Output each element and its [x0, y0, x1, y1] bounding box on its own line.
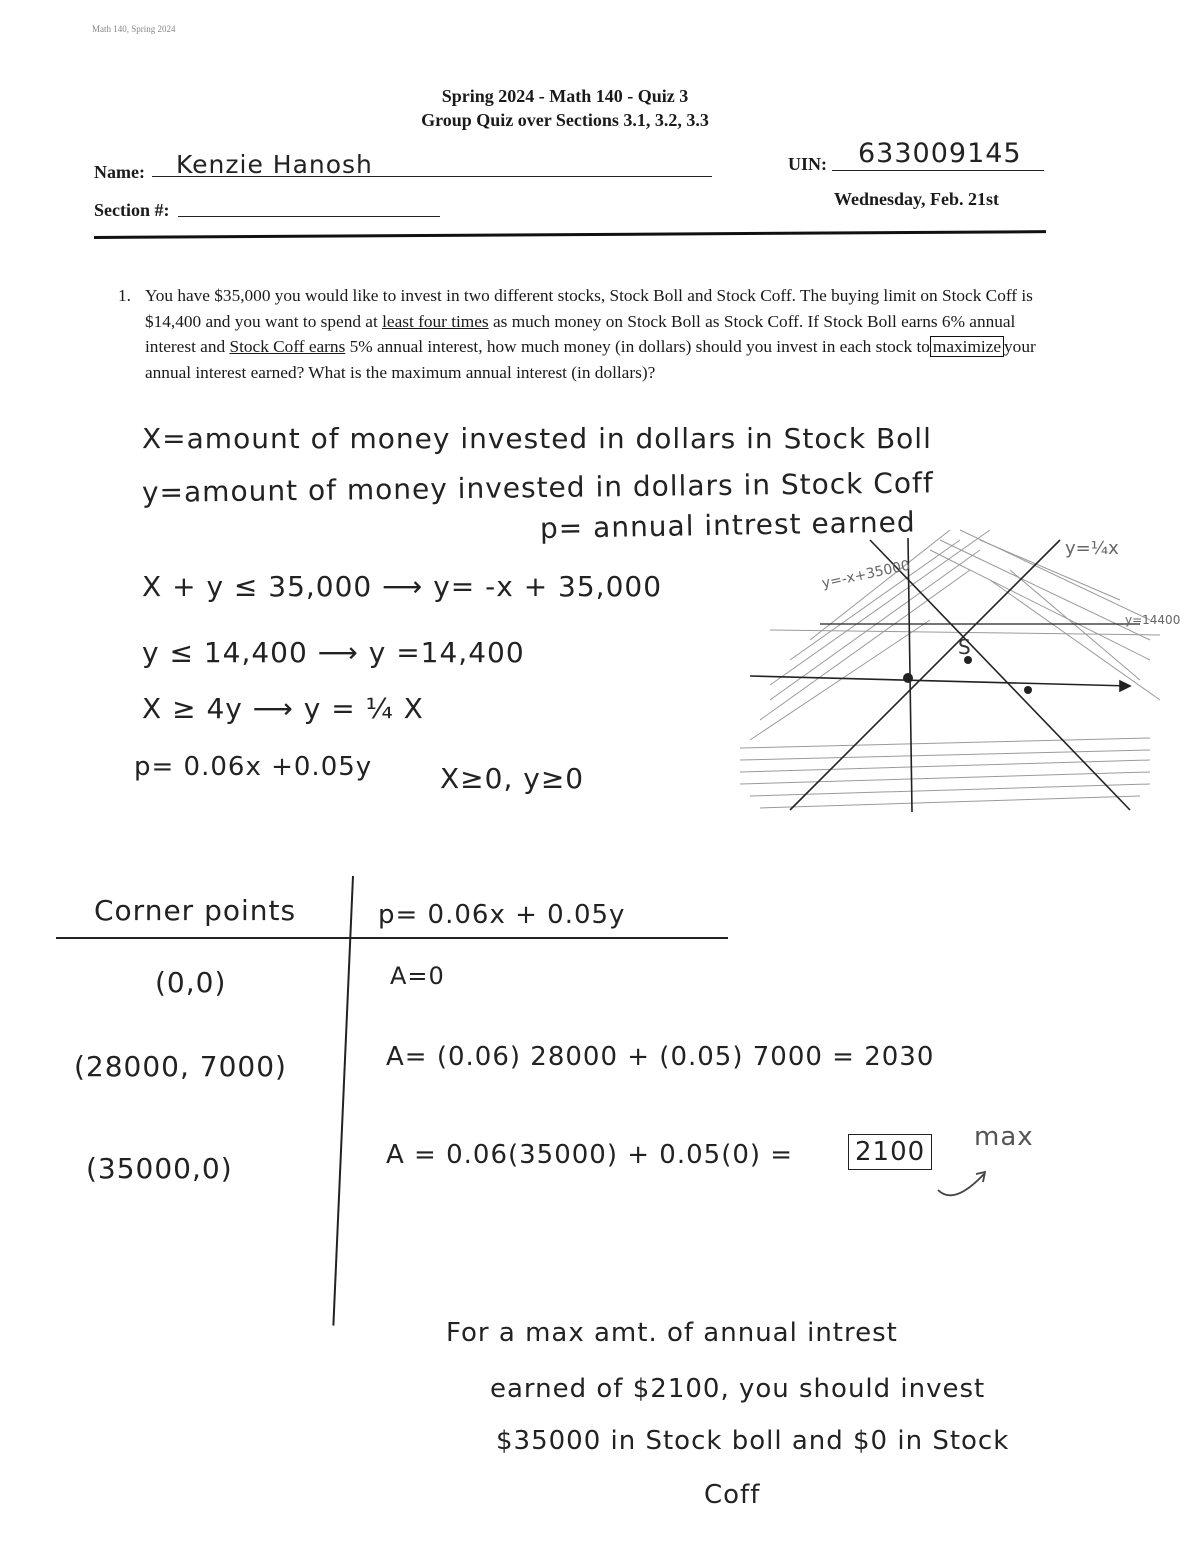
corner-origin: [903, 673, 913, 683]
variable-y-definition: y=amount of money invested in dollars in Stock Coff: [141, 466, 934, 509]
max-result-box: 2100: [848, 1134, 932, 1170]
table-horizontal-rule: [56, 937, 728, 939]
header-divider: [94, 230, 1046, 239]
header-faint-text: Math 140, Spring 2024: [92, 24, 176, 34]
x-axis-arrow: [1120, 681, 1130, 691]
problem-text: You have $35,000 you would like to invest in two different stocks, Stock Boll and Stock Coff. The buying limit on Stock Coff is $14,400 and you want to spend at least four times as much money on Stock Boll as Stock Coff. If Stock Boll earns 6% annual interest and Stock Coff earns 5% annual interest, how much money (in dollars) should you invest in each stock to maximize your annual interest earned? What is the maximum annual interest (in dollars)?: [145, 286, 1036, 382]
calc-row1: A=0: [390, 962, 445, 990]
problem-number: 1.: [118, 286, 131, 305]
objective-function: p= 0.06x +0.05y: [134, 752, 373, 782]
conclusion-line3: $35000 in Stock boll and $0 in Stock: [496, 1426, 1010, 1456]
variable-p-definition: p= annual intrest earned: [539, 505, 916, 545]
underlined-phrase-2: Stock Coff earns: [229, 337, 346, 356]
calc-row3: A = 0.06(35000) + 0.05(0) =: [386, 1140, 794, 1170]
table-header-objective: p= 0.06x + 0.05y: [378, 900, 626, 930]
uin-value: 633009145: [858, 138, 1022, 169]
corner-point-row3: (35000,0): [86, 1152, 233, 1185]
corner-point-row1: (0,0): [155, 966, 227, 999]
constraint-ratio: X ≥ 4y ⟶ y = ¼ X: [142, 692, 424, 725]
label-line-quarter: y=¼x: [1065, 538, 1119, 559]
quiz-subtitle: Group Quiz over Sections 3.1, 3.2, 3.3: [421, 110, 709, 130]
constraint-total: X + y ≤ 35,000 ⟶ y= -x + 35,000: [142, 570, 663, 603]
table-vertical-rule: [332, 876, 354, 1326]
nonnegativity: X≥0, y≥0: [440, 762, 585, 795]
problem-statement: [118, 283, 1048, 385]
boxed-word: maximize: [930, 336, 1004, 357]
calc-row2: A= (0.06) 28000 + (0.05) 7000 = 2030: [386, 1042, 935, 1072]
quiz-title: Spring 2024 - Math 140 - Quiz 3: [441, 86, 689, 106]
table-header-points: Corner points: [94, 894, 297, 927]
max-arrow-icon: [934, 1160, 994, 1210]
feasible-region-sketch: [730, 510, 1181, 830]
conclusion-line1: For a max amt. of annual intrest: [446, 1318, 898, 1348]
constraint-coff-limit: y ≤ 14,400 ⟶ y =14,400: [142, 636, 525, 669]
conclusion-line2: earned of $2100, you should invest: [490, 1374, 986, 1404]
name-value: Kenzie Hanosh: [176, 150, 373, 179]
label-region: S: [958, 635, 971, 659]
underlined-phrase: least four times: [382, 311, 489, 331]
x-axis: [750, 676, 1130, 686]
name-label: Name:: [94, 162, 145, 182]
max-note: max: [974, 1122, 1034, 1152]
label-line-total: y=-x+35000: [820, 557, 912, 592]
section-label: Section #:: [94, 200, 170, 220]
conclusion-line4: Coff: [704, 1480, 761, 1510]
uin-underline: [832, 170, 1044, 171]
quiz-date: Wednesday, Feb. 21st: [834, 189, 1000, 209]
label-line-coff: y=14400: [1125, 613, 1181, 627]
uin-label: UIN:: [788, 154, 827, 174]
section-underline: [178, 216, 440, 217]
shading-hatch: [740, 530, 1160, 808]
variable-x-definition: X=amount of money invested in dollars in Stock Boll: [142, 422, 932, 455]
corner-point-row2: (28000, 7000): [74, 1050, 287, 1083]
corner-x-intercept: [1024, 686, 1032, 694]
